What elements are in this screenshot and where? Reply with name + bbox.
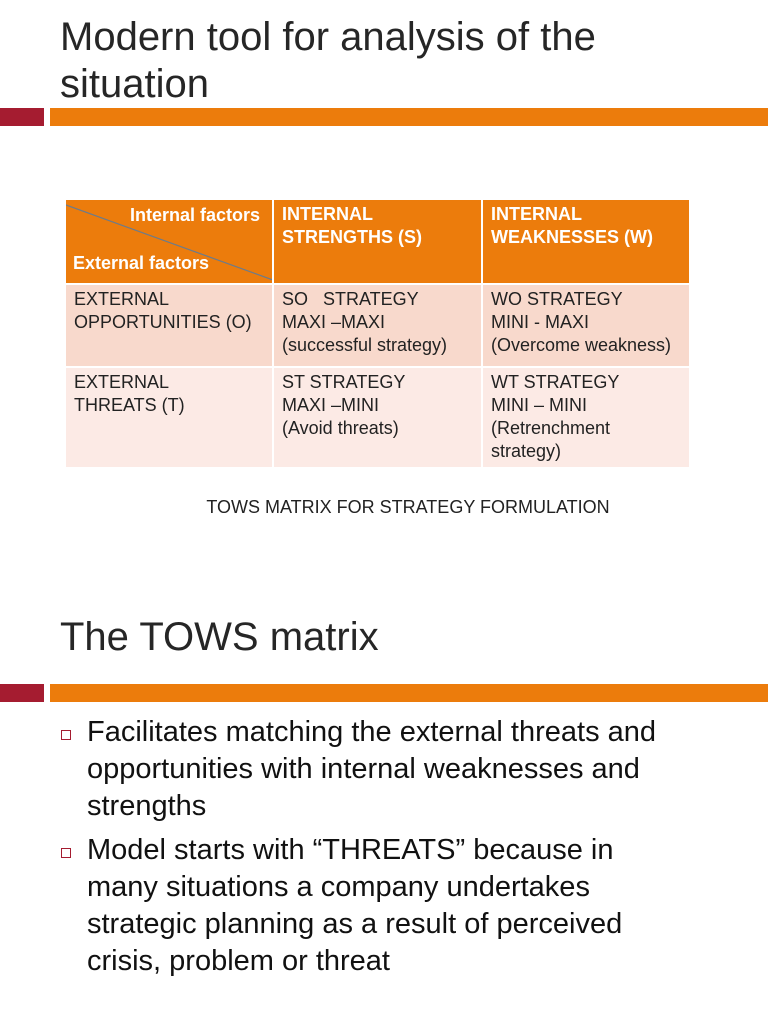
table-row-threats	[65, 367, 690, 468]
corner-internal-label: Internal factors	[129, 205, 260, 225]
title-line-1: Modern tool for analysis of the	[60, 15, 596, 59]
cell-so-strategy: SO STRATEGY MAXI –MAXI (successful strategy)	[273, 284, 482, 367]
accent-bar-red-2	[0, 684, 44, 702]
list-item: Facilitates matching the external threats and opportunities with internal weaknesses and strengths	[60, 714, 710, 825]
cell-st-strategy: ST STRATEGY MAXI –MINI (Avoid threats)	[273, 367, 482, 468]
bullet-list	[60, 714, 710, 987]
corner-external-label: External factors	[73, 253, 210, 273]
header-weaknesses: INTERNAL WEAKNESSES (W)	[482, 199, 690, 284]
cell-wt-strategy: WT STRATEGY MINI – MINI (Retrenchment strategy)	[482, 367, 690, 468]
accent-bar-orange	[50, 108, 768, 126]
table-header-row	[65, 199, 690, 284]
slide-2-title: The TOWS matrix	[60, 615, 379, 659]
slide-1-title	[60, 14, 596, 108]
list-item: Model starts with “THREATS” because in many situations a company undertakes strategic planning as a result of perceived crisis, problem or threat	[60, 832, 710, 980]
tows-matrix-table	[64, 198, 691, 469]
table-caption: TOWS MATRIX FOR STRATEGY FORMULATION	[206, 497, 610, 517]
cell-wo-strategy: WO STRATEGY MINI - MAXI (Overcome weakness)	[482, 284, 690, 367]
table-row-opportunities	[65, 284, 690, 367]
corner-cell	[65, 199, 273, 284]
accent-bar-orange-2	[50, 684, 768, 702]
header-strengths: INTERNAL STRENGTHS (S)	[273, 199, 482, 284]
row-label-threats: EXTERNAL THREATS (T)	[65, 367, 273, 468]
title-line-2: situation	[60, 62, 209, 106]
square-bullet-icon	[61, 730, 71, 740]
row-label-opportunities: EXTERNAL OPPORTUNITIES (O)	[65, 284, 273, 367]
square-bullet-icon	[61, 848, 71, 858]
accent-bar-red	[0, 108, 44, 126]
